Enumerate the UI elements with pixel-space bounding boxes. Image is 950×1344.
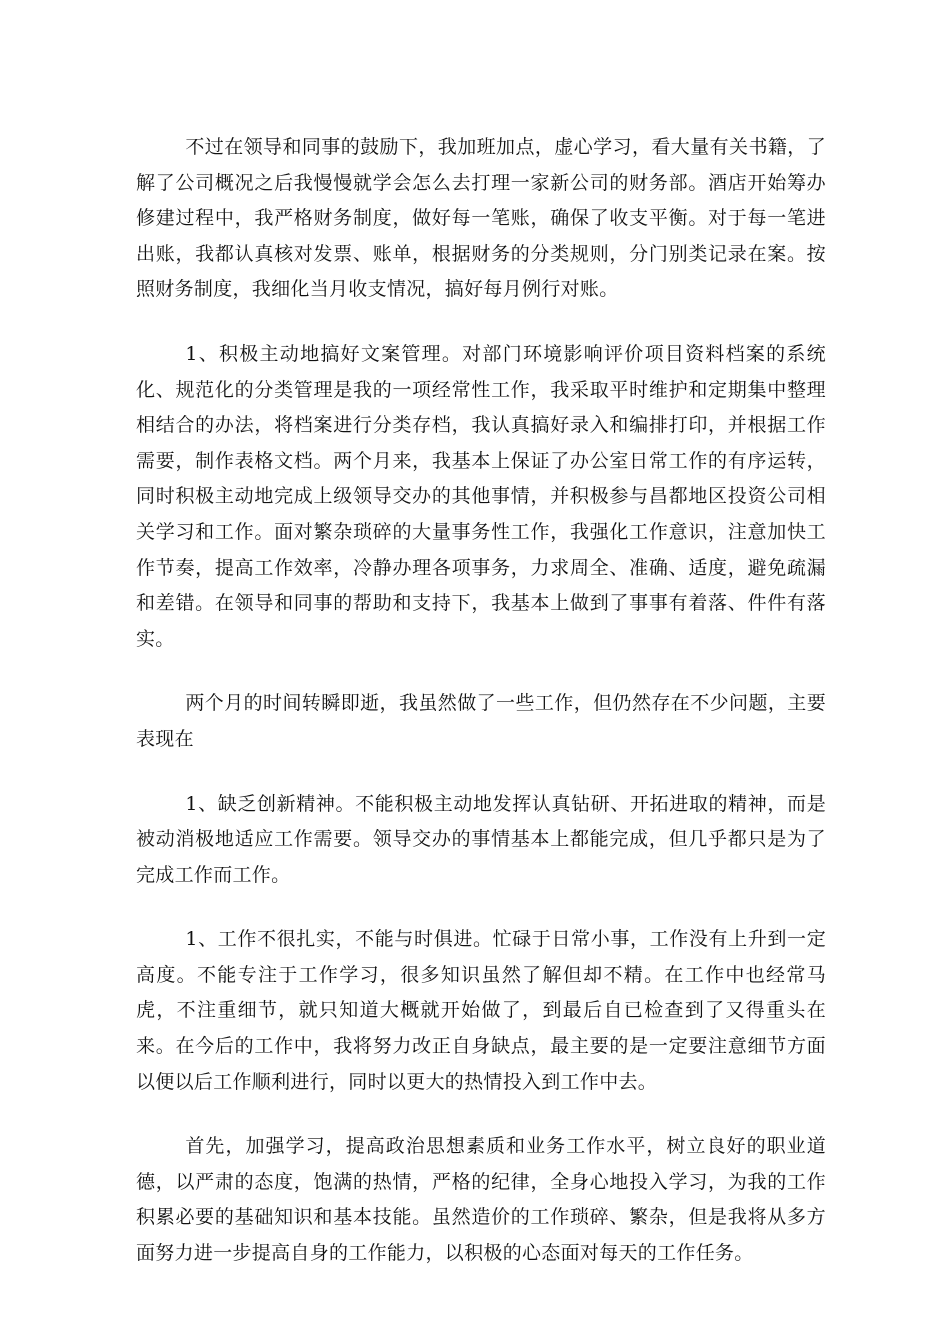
paragraph-problems-intro: 两个月的时间转瞬即逝，我虽然做了一些工作，但仍然存在不少问题，主要表现在 [136,692,826,750]
paragraph-strengthen-study: 首先，加强学习，提高政治思想素质和业务工作水平，树立良好的职业道德，以严肃的态度，饱满的热情，严格的纪律，全身心地投入学习，为我的工作积累必要的基础知识和基本技能。虽然造价的工作琐碎、繁杂，但是我将从多方面努力进一步提高自身的工作能力，以积极的心态面对每天的工作任务。 [136,1135,826,1265]
paragraph-lack-innovation: 1、缺乏创新精神。不能积极主动地发挥认真钻研、开拓进取的精神，而是被动消极地适应工作需要。领导交办的事情基本上都能完成，但几乎都只是为了完成工作而工作。 [136,792,826,886]
paragraph-document-management: 1、积极主动地搞好文案管理。对部门环境影响评价项目资料档案的系统化、规范化的分类管理是我的一项经常性工作，我采取平时维护和定期集中整理相结合的办法，将档案进行分类存档，我认真搞好录入和编排打印，并根据工作需要，制作表格文档。两个月来，我基本上保证了办公室日常工作的有序运转，同时积极主动地完成上级领导交办的其他事情，并积极参与昌都地区投资公司相关学习和工作。面对繁杂琐碎的大量事务性工作，我强化工作意识，注意加快工作节奏，提高工作效率，冷静办理各项事务，力求周全、准确、适度，避免疏漏和差错。在领导和同事的帮助和支持下，我基本上做到了事事有着落、件件有落实。 [136,342,826,650]
paragraph-work-not-solid: 1、工作不很扎实，不能与时俱进。忙碌于日常小事，工作没有上升到一定高度。不能专注于工作学习，很多知识虽然了解但却不精。在工作中也经常马虎，不注重细节，就只知道大概就开始做了，到最后自已检查到了又得重头在来。在今后的工作中，我将努力改正自身缺点，最主要的是一定要注意细节方面以便以后工作顺利进行，同时以更大的热情投入到工作中去。 [136,928,826,1093]
paragraph-finance-work: 不过在领导和同事的鼓励下，我加班加点，虚心学习，看大量有关书籍，了解了公司概况之后我慢慢就学会怎么去打理一家新公司的财务部。酒店开始筹办修建过程中，我严格财务制度，做好每一笔账，确保了收支平衡。对于每一笔进出账，我都认真核对发票、账单，根据财务的分类规则，分门别类记录在案。按照财务制度，我细化当月收支情况，搞好每月例行对账。 [136,136,826,301]
document-body [136,130,826,1301]
